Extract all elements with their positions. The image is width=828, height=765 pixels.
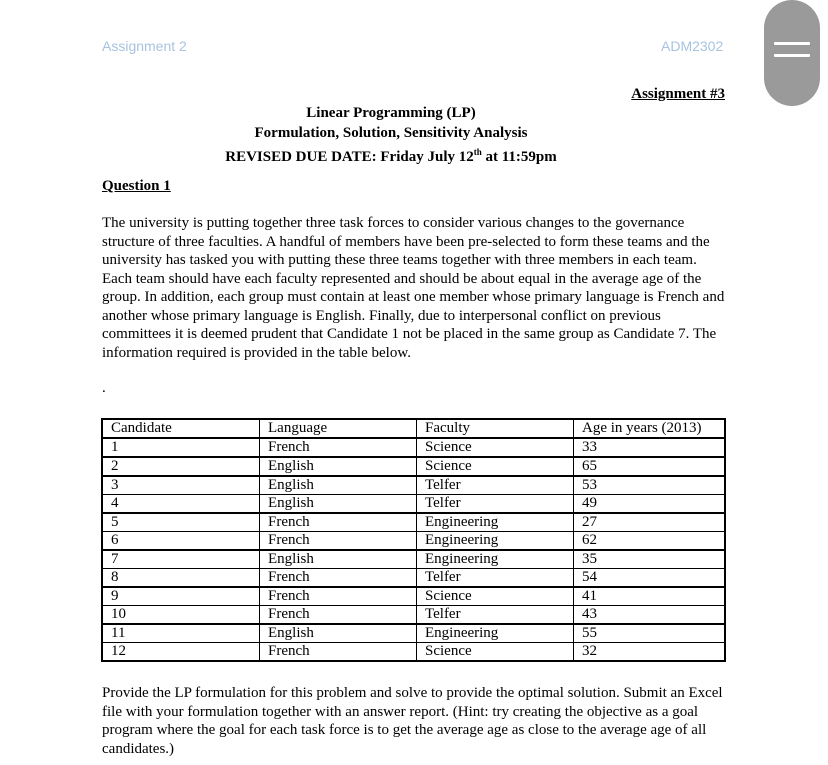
cell-age: 32 bbox=[574, 643, 726, 662]
question-heading: Question 1 bbox=[102, 178, 171, 194]
cell-candidate: 2 bbox=[102, 457, 260, 476]
table-row bbox=[102, 438, 725, 457]
cell-age: 41 bbox=[574, 587, 726, 606]
grip-line-icon bbox=[774, 42, 810, 45]
cell-language: English bbox=[260, 624, 417, 643]
cell-age: 49 bbox=[574, 495, 726, 514]
cell-language: French bbox=[260, 643, 417, 662]
assignment-number: Assignment #3 bbox=[631, 86, 725, 102]
document-title bbox=[102, 104, 680, 168]
cell-language: English bbox=[260, 457, 417, 476]
cell-language: French bbox=[260, 513, 417, 532]
cell-age: 43 bbox=[574, 606, 726, 625]
table-row bbox=[102, 569, 725, 588]
instructions-paragraph: Provide the LP formulation for this problem and solve to provide the optimal solution. Submit an Excel file with your formulation together with an answer report. (Hint: try creating the objective as a goal program where the goal for each task force is to get the average age as close to the average age of all candidates.) bbox=[102, 685, 723, 757]
table-row bbox=[102, 587, 725, 606]
cell-faculty: Telfer bbox=[417, 569, 574, 588]
cell-candidate: 12 bbox=[102, 643, 260, 662]
table-row bbox=[102, 476, 725, 495]
column-header-faculty: Faculty bbox=[417, 419, 574, 438]
cell-age: 33 bbox=[574, 438, 726, 457]
cell-language: French bbox=[260, 569, 417, 588]
cell-candidate: 9 bbox=[102, 587, 260, 606]
table-row bbox=[102, 513, 725, 532]
table-row bbox=[102, 643, 725, 662]
table-header-row bbox=[102, 419, 725, 438]
table-row bbox=[102, 532, 725, 551]
cell-language: English bbox=[260, 476, 417, 495]
cell-faculty: Engineering bbox=[417, 624, 574, 643]
title-line-1: Linear Programming (LP) bbox=[306, 105, 476, 121]
table-row bbox=[102, 495, 725, 514]
cell-candidate: 8 bbox=[102, 569, 260, 588]
cell-faculty: Science bbox=[417, 643, 574, 662]
cell-candidate: 10 bbox=[102, 606, 260, 625]
scroll-handle[interactable] bbox=[764, 0, 820, 106]
column-header-age: Age in years (2013) bbox=[574, 419, 726, 438]
cell-faculty: Science bbox=[417, 438, 574, 457]
table-row bbox=[102, 457, 725, 476]
title-line-2: Formulation, Solution, Sensitivity Analysis bbox=[254, 124, 528, 141]
cell-age: 65 bbox=[574, 457, 726, 476]
cell-age: 53 bbox=[574, 476, 726, 495]
cell-faculty: Engineering bbox=[417, 550, 574, 569]
question-paragraph: The university is putting together three task forces to consider various changes to the governance structure of three faculties. A handful of members have been pre-selected to form these teams and the university has tasked you with putting these three teams together with three members in each team. Each team should have each faculty represented and should be about equal in the average age of the group. In addition, each group must contain at least one member whose primary language is French and another whose primary language is English. Finally, due to interpersonal conflict on previous committees it is deemed prudent that Candidate 1 not be placed in the same group as Candidate 7. The information required is provided in the table below. bbox=[102, 215, 725, 361]
cell-candidate: 7 bbox=[102, 550, 260, 569]
table-row bbox=[102, 624, 725, 643]
cell-faculty: Telfer bbox=[417, 476, 574, 495]
table-row bbox=[102, 606, 725, 625]
column-header-language: Language bbox=[260, 419, 417, 438]
candidate-table bbox=[101, 418, 726, 662]
header-right-label: ADM2302 bbox=[661, 38, 724, 54]
grip-line-icon bbox=[774, 54, 810, 57]
cell-faculty: Telfer bbox=[417, 606, 574, 625]
cell-language: French bbox=[260, 532, 417, 551]
table-row bbox=[102, 550, 725, 569]
cell-faculty: Science bbox=[417, 457, 574, 476]
cell-faculty: Engineering bbox=[417, 532, 574, 551]
cell-age: 62 bbox=[574, 532, 726, 551]
cell-age: 54 bbox=[574, 569, 726, 588]
cell-candidate: 1 bbox=[102, 438, 260, 457]
due-date-sup: th bbox=[473, 147, 482, 157]
cell-age: 35 bbox=[574, 550, 726, 569]
cell-candidate: 5 bbox=[102, 513, 260, 532]
cell-faculty: Engineering bbox=[417, 513, 574, 532]
cell-faculty: Science bbox=[417, 587, 574, 606]
cell-candidate: 4 bbox=[102, 495, 260, 514]
due-date-prefix: REVISED DUE DATE: Friday July 12 bbox=[225, 149, 474, 165]
cell-age: 55 bbox=[574, 624, 726, 643]
cell-language: French bbox=[260, 438, 417, 457]
column-header-candidate: Candidate bbox=[102, 419, 260, 438]
cell-language: English bbox=[260, 495, 417, 514]
due-date-suffix: at 11:59pm bbox=[481, 149, 557, 165]
cell-faculty: Telfer bbox=[417, 495, 574, 514]
cell-language: English bbox=[260, 550, 417, 569]
cell-language: French bbox=[260, 606, 417, 625]
cell-age: 27 bbox=[574, 513, 726, 532]
cell-candidate: 6 bbox=[102, 532, 260, 551]
cell-language: French bbox=[260, 587, 417, 606]
stray-dot: . bbox=[102, 380, 106, 396]
title-line-3 bbox=[102, 143, 680, 168]
header-left-label: Assignment 2 bbox=[102, 38, 187, 54]
cell-candidate: 3 bbox=[102, 476, 260, 495]
cell-candidate: 11 bbox=[102, 624, 260, 643]
